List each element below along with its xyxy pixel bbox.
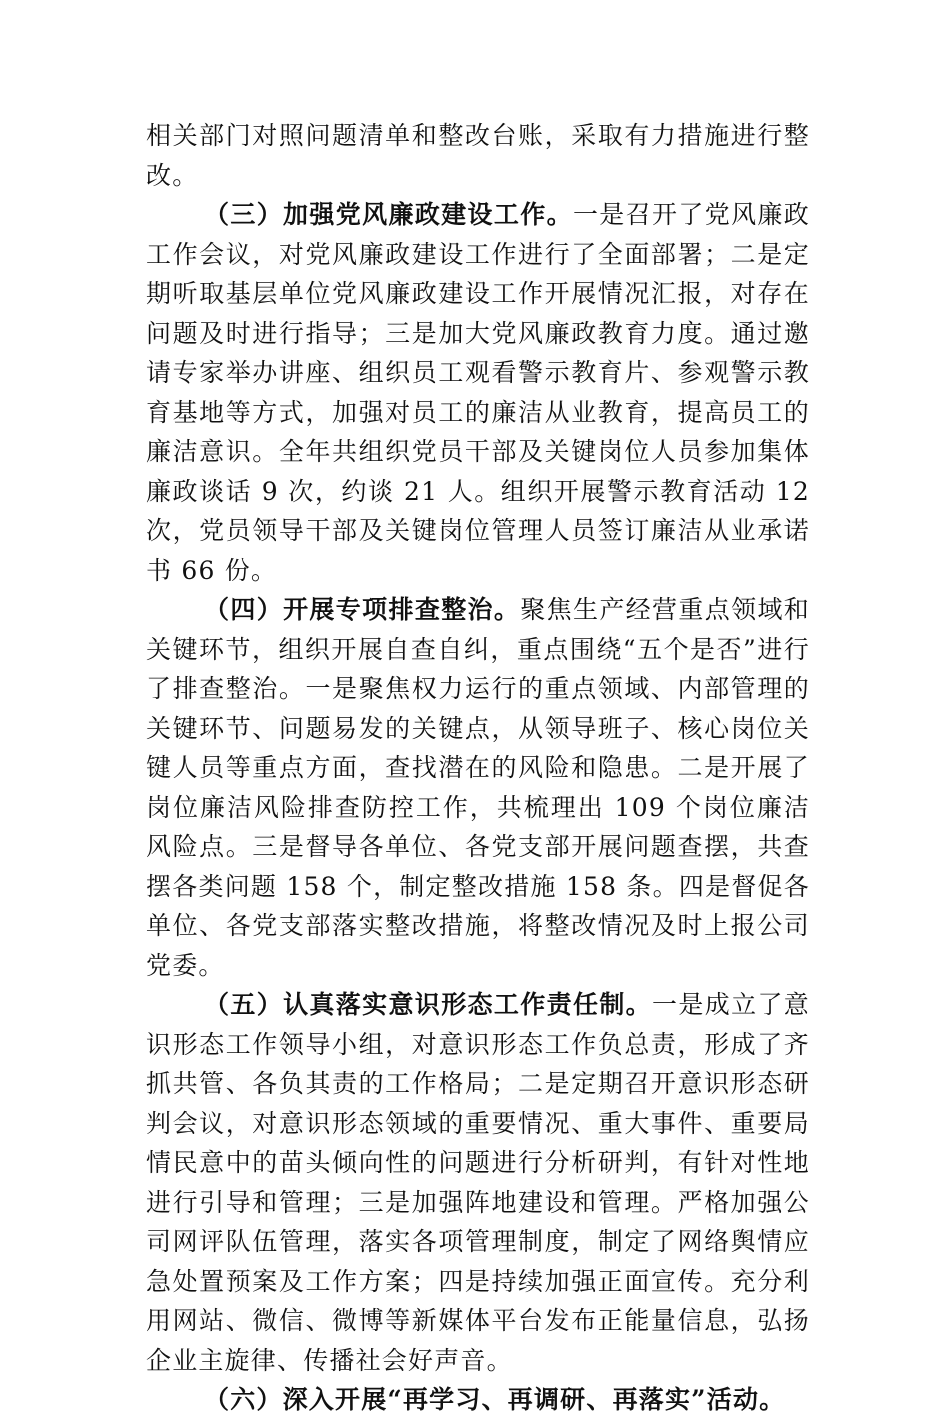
paragraph-heading: （六）深入开展“再学习、再调研、再落实”活动。 (204, 1385, 786, 1414)
document-page (146, 116, 810, 1420)
paragraph-section-3 (146, 195, 810, 590)
paragraph-body: 一是成立了意识形态工作领导小组，对意识形态工作负总责，形成了齐抓共管、各负其责的工作格局；二是定期召开意识形态研判会议，对意识形态领域的重要情况、重大事件、重要局情民意中的苗头倾向性的问题进行分析研判，有针对性地进行引导和管理；三是加强阵地建设和管理。严格加强公司网评队伍管理，落实各项管理制度，制定了网络舆情应急处置预案及工作方案；四是持续加强正面宣传。充分利用网站、微信、微博等新媒体平台发布正能量信息，弘扬企业主旋律、传播社会好声音。 (146, 990, 811, 1375)
paragraph-body: 一是召开了党风廉政工作会议，对党风廉政建设工作进行了全面部署；二是定期听取基层单位党风廉政建设工作开展情况汇报，对存在问题及时进行指导；三是加大党风廉政教育力度。通过邀请专家举办讲座、组织员工观看警示教育片、参观警示教育基地等方式，加强对员工的廉洁从业教育，提高员工的廉洁意识。全年共组织党员干部及关键岗位人员参加集体廉政谈话 9 次，约谈 21 人。组织开展警示教育活动 12 次，党员领导干部及关键岗位管理人员签订廉洁从业承诺书 66 份。 (146, 200, 810, 585)
paragraph-section-4 (146, 590, 810, 985)
paragraph-heading: （三）加强党风廉政建设工作。 (204, 200, 573, 229)
paragraph-section-6 (146, 1380, 810, 1420)
paragraph-heading: （五）认真落实意识形态工作责任制。 (204, 990, 653, 1019)
paragraph-body: 相关部门对照问题清单和整改台账，采取有力措施进行整改。 (146, 121, 810, 190)
paragraph-body: 聚焦生产经营重点领域和关键环节，组织开展自查自纠，重点围绕“五个是否”进行了排查整治。一是聚焦权力运行的重点领域、内部管理的关键环节、问题易发的关键点，从领导班子、核心岗位关键人员等重点方面，查找潜在的风险和隐患。二是开展了岗位廉洁风险排查防控工作，共梳理出 109 个岗位廉洁风险点。三是督导各单位、各党支部开展问题查摆，共查摆各类问题 158 个，制定整改措施 158 条。四是督促各单位、各党支部落实整改措施，将整改情况及时上报公司党委。 (146, 595, 811, 980)
paragraph-heading: （四）开展专项排查整治。 (204, 595, 521, 624)
paragraph-continuation (146, 116, 810, 195)
paragraph-section-5 (146, 985, 810, 1380)
